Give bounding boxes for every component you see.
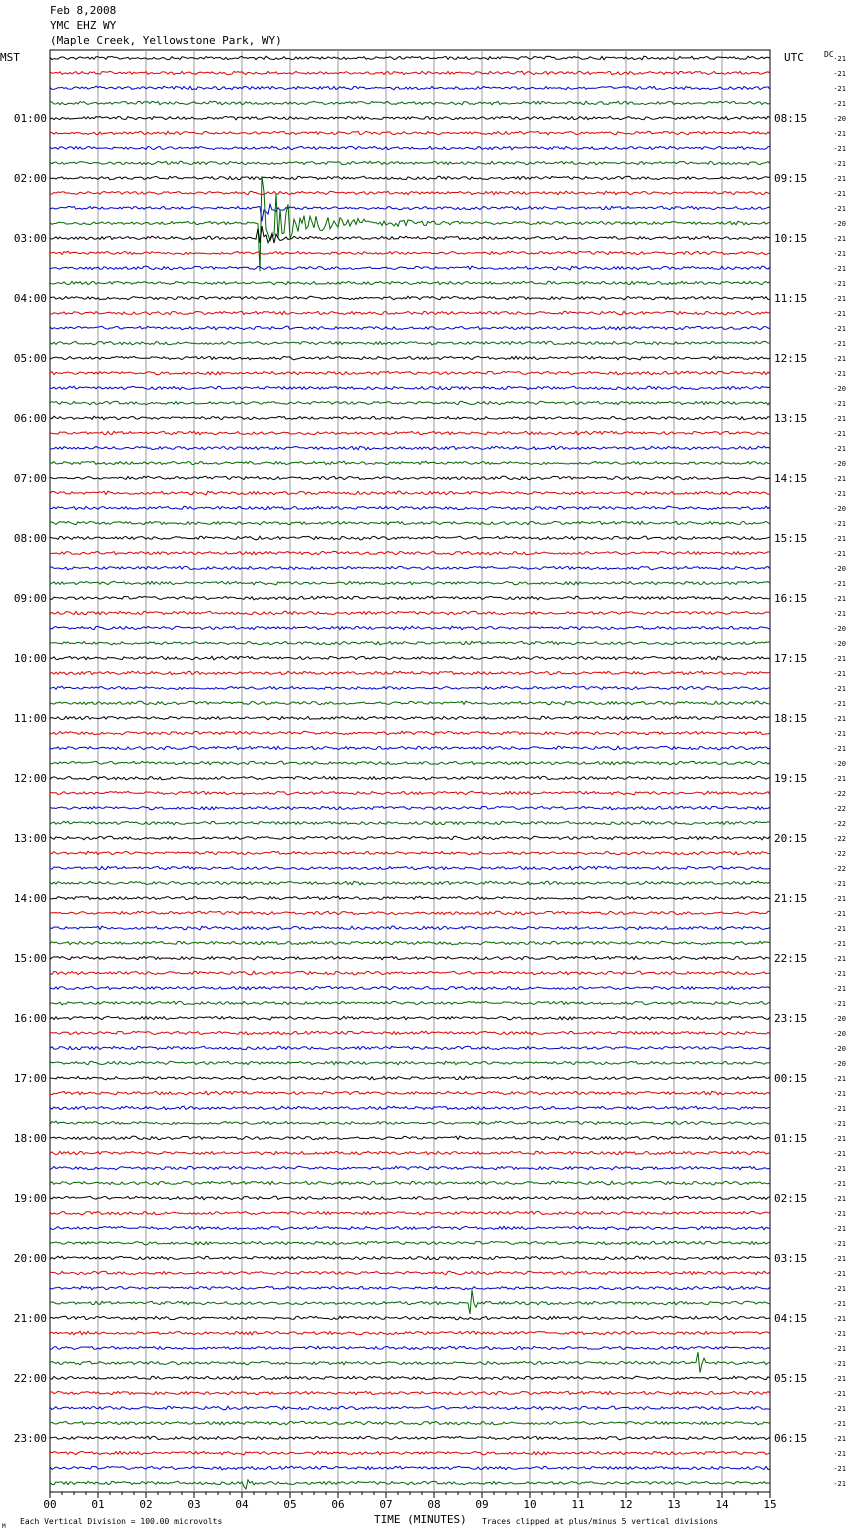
- dc-offset-label: -21: [833, 430, 846, 438]
- dc-offset-label: -21: [833, 1375, 846, 1383]
- dc-offset-label: -21: [833, 520, 846, 528]
- dc-offset-label: -21: [833, 535, 846, 543]
- dc-offset-label: -21: [833, 970, 846, 978]
- seismic-trace: [50, 731, 770, 735]
- dc-offset-label: -21: [833, 580, 846, 588]
- utc-hour-label: 10:15: [774, 232, 808, 245]
- seismic-trace: [50, 806, 770, 810]
- utc-hour-label: 18:15: [774, 712, 808, 725]
- mst-hour-label: 12:00: [13, 772, 47, 785]
- utc-axis-label: UTC: [784, 51, 804, 64]
- seismic-trace: [50, 386, 770, 390]
- dc-offset-label: -21: [833, 1165, 846, 1173]
- seismic-trace: [50, 1016, 770, 1020]
- dc-offset-label: -21: [833, 1480, 846, 1488]
- utc-hour-label: 04:15: [774, 1312, 808, 1325]
- seismic-trace: [50, 551, 770, 555]
- dc-offset-label: -21: [833, 265, 846, 273]
- x-tick-label: 13: [667, 1498, 681, 1511]
- dc-offset-label: -21: [833, 655, 846, 663]
- x-tick-label: 05: [283, 1498, 297, 1511]
- dc-offset-label: -21: [833, 1210, 846, 1218]
- seismic-trace: [50, 926, 770, 930]
- dc-offset-label: -21: [833, 1255, 846, 1263]
- mst-hour-label: 18:00: [13, 1132, 47, 1145]
- dc-offset-label: -21: [833, 55, 846, 63]
- seismic-trace: [50, 101, 770, 105]
- seismic-trace: [50, 1061, 770, 1065]
- seismic-trace: [50, 1091, 770, 1095]
- dc-offset-label: -21: [833, 1225, 846, 1233]
- dc-offset-label: -21: [833, 100, 846, 108]
- mst-hour-label: 19:00: [13, 1192, 47, 1205]
- dc-offset-label: -21: [833, 70, 846, 78]
- utc-hour-label: 02:15: [774, 1192, 808, 1205]
- utc-hour-label: 12:15: [774, 352, 808, 365]
- dc-offset-label: -21: [833, 745, 846, 753]
- seismic-trace: [50, 521, 770, 525]
- seismic-trace: [50, 1181, 770, 1185]
- x-axis-label: TIME (MINUTES): [374, 1513, 467, 1526]
- dc-offset-label: -21: [833, 685, 846, 693]
- utc-hour-label: 20:15: [774, 832, 808, 845]
- utc-hour-label: 00:15: [774, 1072, 808, 1085]
- dc-offset-label: -21: [833, 1120, 846, 1128]
- dc-offset-label: -21: [833, 205, 846, 213]
- dc-offset-label: -21: [833, 160, 846, 168]
- dc-offset-label: -21: [833, 1405, 846, 1413]
- seismic-trace: [50, 1046, 770, 1050]
- utc-hour-label: 01:15: [774, 1132, 808, 1145]
- utc-hour-label: 23:15: [774, 1012, 808, 1025]
- dc-offset-label: -20: [833, 640, 846, 648]
- seismic-trace: [50, 176, 770, 271]
- dc-offset-label: -20: [833, 565, 846, 573]
- utc-hour-label: 17:15: [774, 652, 808, 665]
- seismic-trace: [50, 821, 770, 825]
- dc-offset-label: -20: [833, 1015, 846, 1023]
- x-tick-label: 02: [139, 1498, 153, 1511]
- seismic-trace: [50, 716, 770, 719]
- seismic-trace: [50, 146, 770, 150]
- seismic-trace: [50, 1406, 770, 1410]
- seismic-trace: [50, 311, 770, 315]
- seismic-trace: [50, 356, 770, 360]
- dc-offset-label: -21: [833, 145, 846, 153]
- dc-offset-label: -22: [833, 850, 846, 858]
- seismic-trace: [50, 1211, 770, 1215]
- seismic-trace: [50, 776, 770, 780]
- dc-offset-label: -21: [833, 955, 846, 963]
- dc-label: DC: [824, 50, 834, 59]
- seismic-trace: [50, 911, 770, 915]
- utc-hour-label: 22:15: [774, 952, 808, 965]
- utc-hour-label: 15:15: [774, 532, 808, 545]
- seismic-trace: [50, 566, 770, 570]
- seismic-trace: [50, 1121, 770, 1124]
- x-tick-label: 07: [379, 1498, 393, 1511]
- seismic-trace: [50, 226, 770, 243]
- dc-offset-label: -21: [833, 85, 846, 93]
- x-tick-label: 10: [523, 1498, 537, 1511]
- seismic-trace: [50, 251, 770, 254]
- mst-hour-label: 17:00: [13, 1072, 47, 1085]
- dc-offset-label: -22: [833, 805, 846, 813]
- dc-offset-label: -21: [833, 250, 846, 258]
- dc-offset-label: -22: [833, 835, 846, 843]
- seismic-trace: [50, 761, 770, 765]
- seismic-trace: [50, 506, 770, 510]
- vertical-division-note: Each Vertical Division = 100.00 microvolts: [20, 1517, 223, 1526]
- seismic-trace: [50, 416, 770, 420]
- seismic-trace: [50, 746, 770, 750]
- seismic-trace: [50, 1256, 770, 1260]
- clip-note: Traces clipped at plus/minus 5 vertical divisions: [482, 1517, 719, 1526]
- mst-hour-label: 03:00: [13, 232, 47, 245]
- seismic-trace: [50, 1241, 770, 1245]
- x-tick-label: 04: [235, 1498, 249, 1511]
- utc-hour-label: 19:15: [774, 772, 808, 785]
- dc-offset-label: -21: [833, 1315, 846, 1323]
- x-tick-label: 09: [475, 1498, 489, 1511]
- dc-offset-label: -21: [833, 1390, 846, 1398]
- seismic-trace: [50, 401, 770, 405]
- x-tick-label: 06: [331, 1498, 345, 1511]
- dc-offset-label: -21: [833, 235, 846, 243]
- dc-offset-label: -21: [833, 700, 846, 708]
- seismic-trace: [50, 116, 770, 120]
- dc-offset-label: -21: [833, 595, 846, 603]
- mst-hour-label: 06:00: [13, 412, 47, 425]
- x-tick-label: 00: [43, 1498, 57, 1511]
- seismic-trace: [50, 326, 770, 330]
- seismic-trace: [50, 671, 770, 675]
- seismic-trace: [50, 866, 770, 870]
- seismic-trace: [50, 641, 770, 645]
- dc-offset-label: -21: [833, 1090, 846, 1098]
- mst-hour-label: 05:00: [13, 352, 47, 365]
- seismic-trace: [50, 1226, 770, 1230]
- seismic-trace: [50, 701, 770, 705]
- seismic-trace: [50, 896, 770, 900]
- seismic-trace: [50, 1391, 770, 1395]
- dc-offset-label: -21: [833, 895, 846, 903]
- dc-offset-label: -21: [833, 400, 846, 408]
- seismic-trace: [50, 56, 770, 60]
- mst-hour-label: 13:00: [13, 832, 47, 845]
- utc-hour-label: 06:15: [774, 1432, 808, 1445]
- mst-hour-label: 11:00: [13, 712, 47, 725]
- seismic-trace: [50, 956, 770, 960]
- seismic-trace: [50, 1466, 770, 1470]
- mst-hour-label: 15:00: [13, 952, 47, 965]
- dc-offset-label: -21: [833, 1135, 846, 1143]
- mst-hour-label: 14:00: [13, 892, 47, 905]
- dc-offset-label: -21: [833, 1105, 846, 1113]
- corner-mark: M: [2, 1523, 6, 1530]
- dc-offset-label: -21: [833, 1300, 846, 1308]
- mst-hour-label: 10:00: [13, 652, 47, 665]
- utc-hour-label: 13:15: [774, 412, 808, 425]
- utc-hour-label: 11:15: [774, 292, 808, 305]
- utc-hour-label: 21:15: [774, 892, 808, 905]
- seismic-trace: [50, 476, 770, 480]
- dc-offset-label: -20: [833, 505, 846, 513]
- dc-offset-label: -21: [833, 670, 846, 678]
- dc-offset-label: -20: [833, 115, 846, 123]
- x-tick-label: 11: [571, 1498, 585, 1511]
- location-label: (Maple Creek, Yellowstone Park, WY): [50, 34, 282, 47]
- seismic-trace: [50, 191, 770, 195]
- mst-hour-label: 01:00: [13, 112, 47, 125]
- dc-offset-label: -21: [833, 340, 846, 348]
- dc-offset-label: -21: [833, 1000, 846, 1008]
- dc-offset-label: -21: [833, 1435, 846, 1443]
- x-tick-label: 15: [763, 1498, 777, 1511]
- dc-offset-label: -21: [833, 1345, 846, 1353]
- seismic-trace: [50, 491, 770, 495]
- dc-offset-label: -21: [833, 610, 846, 618]
- dc-offset-label: -21: [833, 730, 846, 738]
- dc-offset-label: -21: [833, 1075, 846, 1083]
- dc-offset-label: -21: [833, 310, 846, 318]
- seismic-trace: [50, 1286, 770, 1290]
- seismic-trace: [50, 296, 770, 300]
- mst-hour-label: 02:00: [13, 172, 47, 185]
- dc-offset-label: -22: [833, 865, 846, 873]
- dc-offset-label: -20: [833, 760, 846, 768]
- seismic-trace: [50, 1076, 770, 1080]
- seismic-trace: [50, 341, 770, 345]
- seismic-trace: [50, 86, 770, 90]
- seismic-trace: [50, 851, 770, 855]
- station-label: YMC EHZ WY: [50, 19, 117, 32]
- seismic-trace: [50, 1331, 770, 1335]
- seismic-trace: [50, 1106, 770, 1110]
- dc-offset-label: -21: [833, 1150, 846, 1158]
- mst-hour-label: 22:00: [13, 1372, 47, 1385]
- dc-offset-label: -20: [833, 460, 846, 468]
- dc-offset-label: -21: [833, 415, 846, 423]
- dc-offset-label: -20: [833, 220, 846, 228]
- seismic-trace: [50, 281, 770, 284]
- dc-offset-label: -21: [833, 1195, 846, 1203]
- utc-hour-label: 03:15: [774, 1252, 808, 1265]
- dc-offset-label: -20: [833, 625, 846, 633]
- seismic-trace: [50, 1346, 770, 1350]
- utc-hour-label: 09:15: [774, 172, 808, 185]
- seismic-trace: [50, 1421, 770, 1425]
- seismic-trace: [50, 1352, 770, 1372]
- seismic-trace: [50, 131, 770, 135]
- seismic-trace: [50, 1136, 770, 1140]
- seismic-trace: [50, 1151, 770, 1154]
- x-tick-label: 12: [619, 1498, 633, 1511]
- dc-offset-label: -21: [833, 985, 846, 993]
- dc-offset-label: -22: [833, 820, 846, 828]
- seismic-trace: [50, 1376, 770, 1380]
- dc-offset-label: -21: [833, 370, 846, 378]
- seismic-trace: [50, 1290, 770, 1314]
- seismic-trace: [50, 446, 770, 450]
- dc-offset-label: -21: [833, 940, 846, 948]
- seismic-trace: [50, 371, 770, 375]
- seismic-trace: [50, 941, 770, 945]
- dc-offset-label: -21: [833, 1465, 846, 1473]
- seismic-trace: [50, 536, 770, 540]
- dc-offset-label: -20: [833, 1060, 846, 1068]
- seismic-trace: [50, 791, 770, 795]
- seismic-trace: [50, 1451, 770, 1455]
- dc-offset-label: -21: [833, 325, 846, 333]
- dc-offset-label: -21: [833, 1180, 846, 1188]
- mst-axis-label: MST: [0, 51, 20, 64]
- mst-hour-label: 20:00: [13, 1252, 47, 1265]
- x-tick-label: 14: [715, 1498, 729, 1511]
- dc-offset-label: -21: [833, 190, 846, 198]
- seismic-trace: [50, 1031, 770, 1035]
- dc-offset-label: -21: [833, 175, 846, 183]
- seismic-trace: [50, 626, 770, 630]
- dc-offset-label: -20: [833, 1045, 846, 1053]
- seismic-trace: [50, 611, 770, 615]
- dc-offset-label: -21: [833, 1285, 846, 1293]
- mst-hour-label: 07:00: [13, 472, 47, 485]
- x-tick-label: 03: [187, 1498, 201, 1511]
- utc-hour-label: 08:15: [774, 112, 808, 125]
- dc-offset-label: -21: [833, 1420, 846, 1428]
- plot-frame: [50, 50, 770, 1492]
- seismic-trace: [50, 1480, 770, 1489]
- seismic-trace: [50, 1001, 770, 1005]
- mst-hour-label: 16:00: [13, 1012, 47, 1025]
- dc-offset-label: -20: [833, 1030, 846, 1038]
- mst-hour-label: 21:00: [13, 1312, 47, 1325]
- x-tick-label: 08: [427, 1498, 441, 1511]
- seismic-trace: [50, 881, 770, 885]
- seismic-trace: [50, 581, 770, 585]
- seismic-trace: [50, 836, 770, 840]
- dc-offset-label: -21: [833, 910, 846, 918]
- seismic-trace: [50, 656, 770, 660]
- utc-hour-label: 14:15: [774, 472, 808, 485]
- seismic-trace: [50, 431, 770, 435]
- dc-offset-label: -21: [833, 355, 846, 363]
- mst-hour-label: 08:00: [13, 532, 47, 545]
- seismic-trace: [50, 461, 770, 465]
- dc-offset-label: -21: [833, 475, 846, 483]
- date-label: Feb 8,2008: [50, 4, 117, 17]
- seismic-trace: [50, 1271, 770, 1275]
- seismic-trace: [50, 971, 770, 975]
- dc-offset-label: -20: [833, 385, 846, 393]
- dc-offset-label: -22: [833, 790, 846, 798]
- mst-hour-label: 09:00: [13, 592, 47, 605]
- seismic-trace: [50, 266, 770, 270]
- seismic-trace: [50, 1436, 770, 1440]
- mst-hour-label: 04:00: [13, 292, 47, 305]
- dc-offset-label: -21: [833, 1270, 846, 1278]
- dc-offset-label: -21: [833, 1450, 846, 1458]
- seismic-trace: [50, 1196, 770, 1200]
- dc-offset-label: -21: [833, 295, 846, 303]
- dc-offset-label: -21: [833, 715, 846, 723]
- seismic-trace: [50, 1316, 770, 1320]
- dc-offset-label: -21: [833, 1360, 846, 1368]
- mst-hour-label: 23:00: [13, 1432, 47, 1445]
- seismic-trace: [50, 161, 770, 165]
- seismic-trace: [50, 204, 770, 221]
- seismic-trace: [50, 686, 770, 689]
- dc-offset-label: -21: [833, 445, 846, 453]
- seismic-trace: [50, 71, 770, 75]
- seismic-trace: [50, 986, 770, 990]
- utc-hour-label: 16:15: [774, 592, 808, 605]
- seismic-trace: [50, 596, 770, 600]
- dc-offset-label: -21: [833, 130, 846, 138]
- dc-offset-label: -21: [833, 550, 846, 558]
- dc-offset-label: -21: [833, 1240, 846, 1248]
- dc-offset-label: -21: [833, 490, 846, 498]
- seismic-trace: [50, 1166, 770, 1170]
- dc-offset-label: -21: [833, 775, 846, 783]
- utc-hour-label: 05:15: [774, 1372, 808, 1385]
- dc-offset-label: -21: [833, 925, 846, 933]
- seismic-trace: [50, 176, 770, 180]
- dc-offset-label: -21: [833, 880, 846, 888]
- dc-offset-label: -21: [833, 1330, 846, 1338]
- x-tick-label: 01: [91, 1498, 105, 1511]
- dc-offset-label: -21: [833, 280, 846, 288]
